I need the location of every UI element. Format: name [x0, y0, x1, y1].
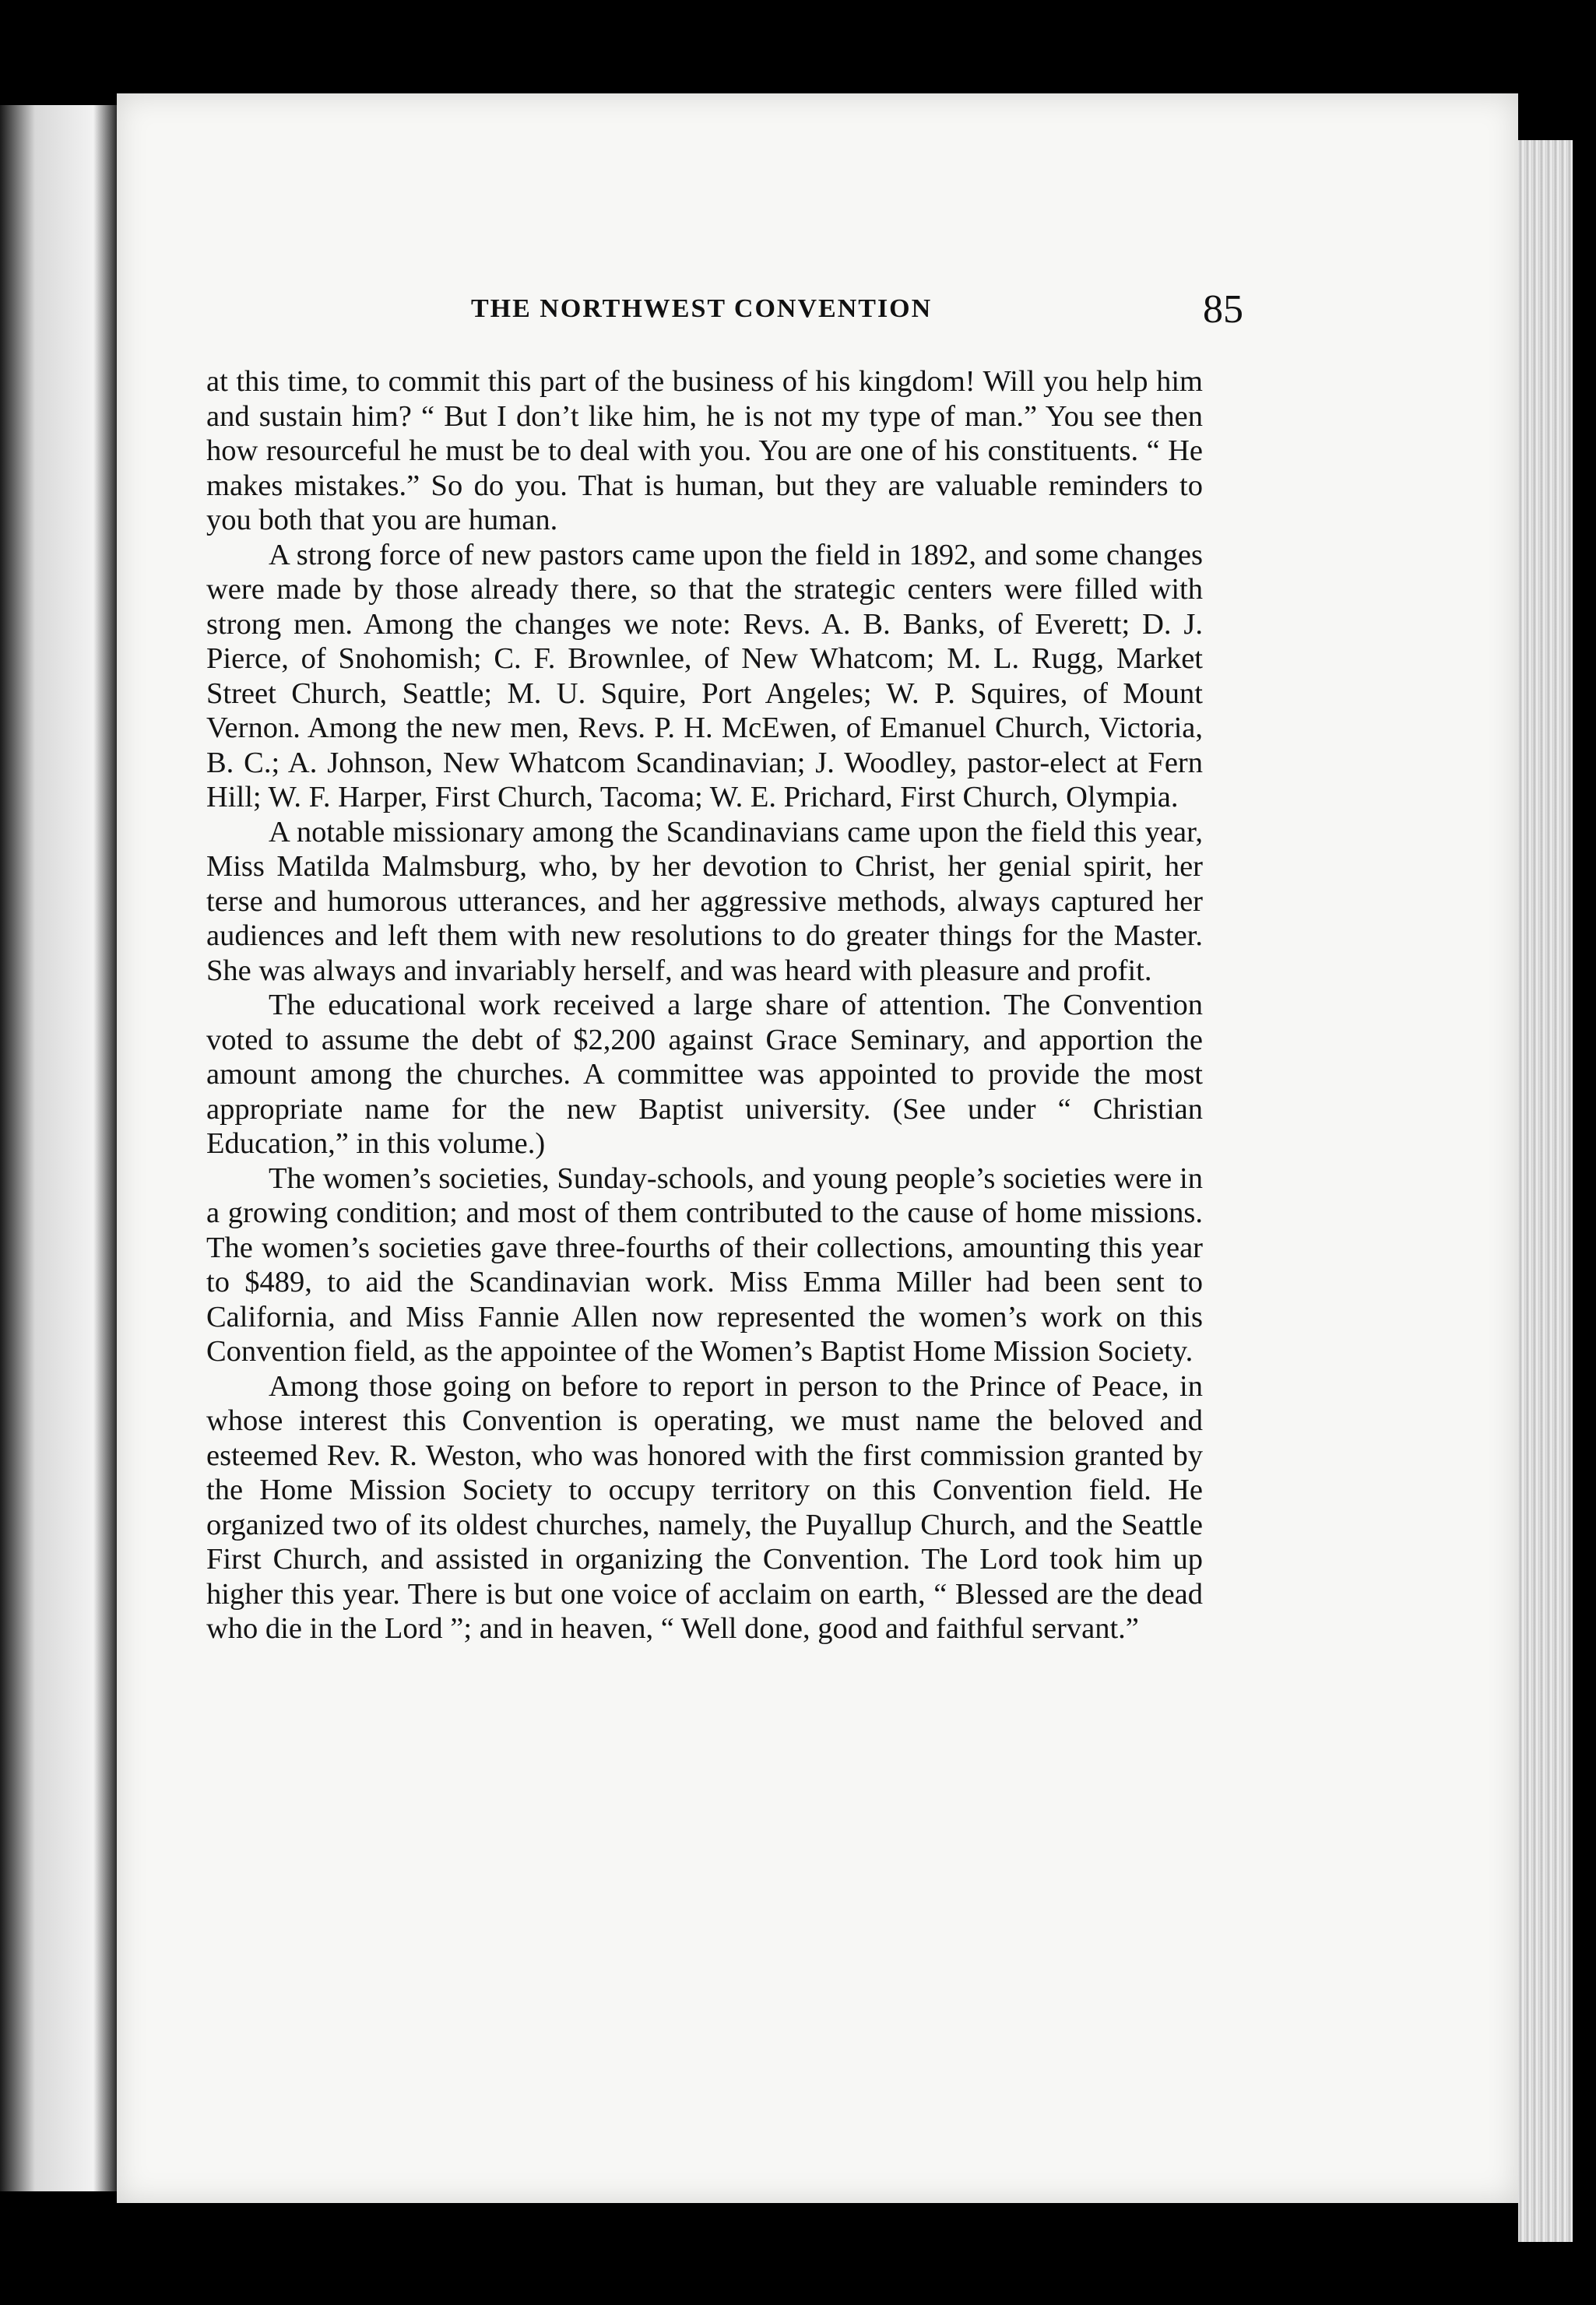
paragraph: Among those going on before to report in person to the Prince of Peace, in whose interest this Convention is operating, we must name the beloved and esteemed Rev. R. Weston, who was honored with the first commission granted by the Home Mission Society to occupy territory on this Convention field. He organized two of its oldest churches, namely, the Puyallup Church, and the Seattle First Church, and assisted in organizing the Convention. The Lord took him up higher this year. There is but one voice of acclaim on earth, “ Blessed are the dead who die in the Lord ”; and in heaven, “ Well done, good and faithful servant.”: [206, 1369, 1203, 1645]
running-title: THE NORTHWEST CONVENTION: [471, 294, 933, 323]
page-stack-edge: [1518, 140, 1573, 2242]
body-text: [206, 364, 1203, 1646]
paragraph: at this time, to commit this part of the business of his kingdom! Will you help him and sustain him? “ But I don’t like him, he is not my type of man.” You see then how resourceful he must be to deal with you. You are one of his constituents. “ He makes mistakes.” So do you. That is human, but they are valuable reminders to you both that you are human.: [206, 365, 1203, 536]
paragraph: The educational work received a large share of attention. The Convention voted to assume the debt of $2,200 against Grace Seminary, and apportion the amount among the churches. A committee was appointed to provide the most appropriate name for the new Baptist university. (See under “ Christian Education,” in this volume.): [206, 989, 1203, 1160]
paragraph: A strong force of new pastors came upon the field in 1892, and some changes were made by those already there, so that the strategic centers were filled with strong men. Among the changes we note: Revs. A. B. Banks, of Everett; D. J. Pierce, of Snohomish; C. F. Brownlee, of New Whatcom; M. L. Rugg, Market Street Church, Seattle; M. U. Squire, Port Angeles; W. P. Squires, of Mount Vernon. Among the new men, Revs. P. H. McEwen, of Emanuel Church, Victoria, B. C.; A. Johnson, New Whatcom Scandinavian; J. Woodley, pastor-elect at Fern Hill; W. F. Harper, First Church, Tacoma; W. E. Prichard, First Church, Olympia.: [206, 538, 1203, 813]
running-head: [117, 287, 1518, 341]
paragraph: A notable missionary among the Scandinavians came upon the field this year, Miss Matilda Malmsburg, who, by her devotion to Christ, her genial spirit, her terse and humorous utterances, and her aggressive methods, always captured her audiences and left them with new resolutions to do greater things for the Master. She was always and invariably herself, and was heard with pleasure and profit.: [206, 815, 1203, 987]
left-page-edge: [0, 105, 117, 2191]
page-number: 85: [1203, 287, 1243, 332]
paragraph: The women’s societies, Sunday-schools, and young people’s societies were in a growing condition; and most of them contributed to the cause of home missions. The women’s societies gave three-fourths of their collections, amounting this year to $489, to aid the Scandinavian work. Miss Emma Miller had been sent to California, and Miss Fannie Allen now represented the women’s work on this Convention field, as the appointee of the Women’s Baptist Home Mission Society.: [206, 1161, 1203, 1368]
